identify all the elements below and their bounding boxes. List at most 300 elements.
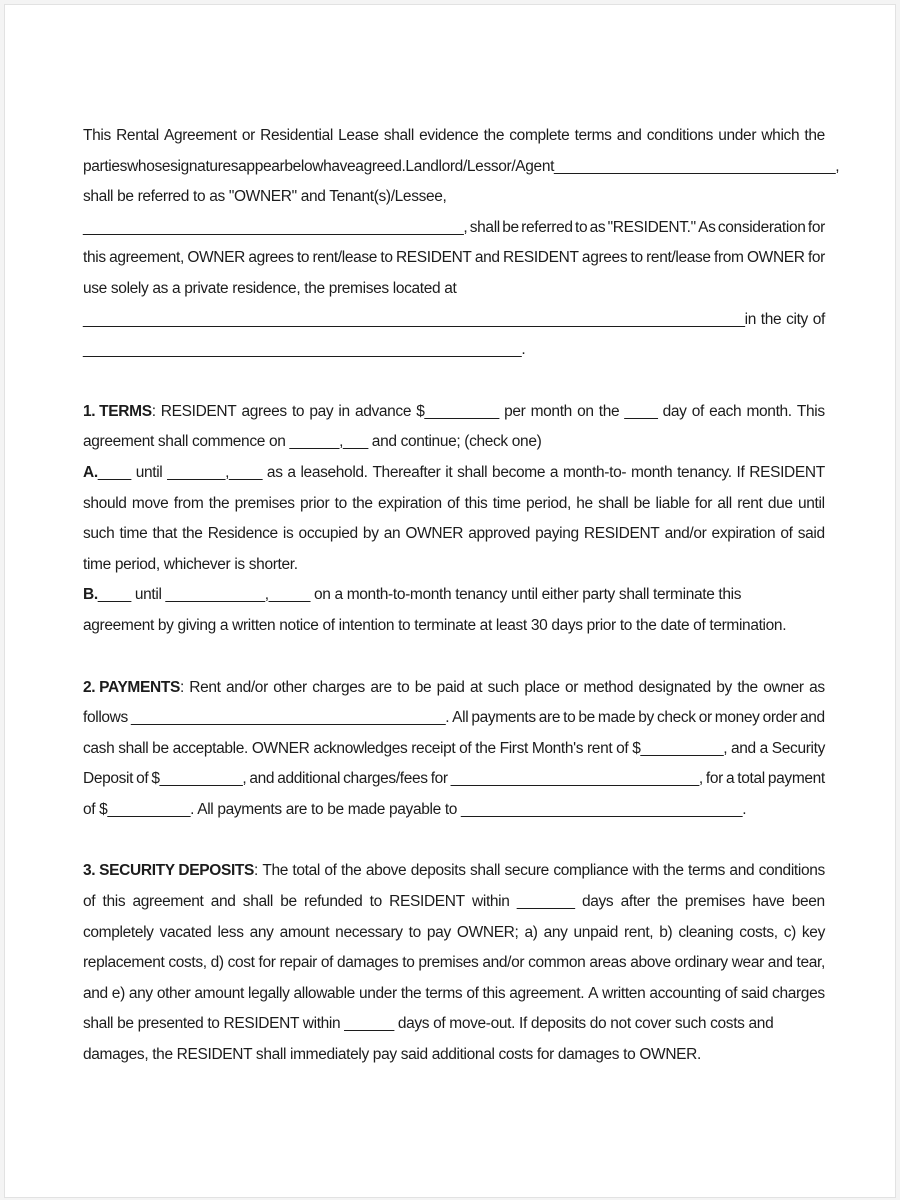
word: until (798, 494, 825, 512)
word: all (717, 494, 732, 512)
word: for (258, 954, 276, 972)
word: agreement. (509, 984, 585, 1002)
word: damages (337, 954, 399, 972)
word: that (152, 525, 177, 543)
text-line (83, 121, 825, 152)
text-line (83, 611, 825, 642)
word: for (705, 770, 723, 788)
word: this (464, 494, 488, 512)
section-heading: B. (83, 586, 98, 604)
line-text: _____________________________________________________. (83, 341, 526, 359)
word: as (589, 218, 606, 236)
word: order (762, 709, 798, 727)
word: rent (737, 494, 763, 512)
word: RESIDENT (503, 249, 579, 267)
word: acknowledges (313, 739, 408, 757)
text-line (83, 887, 825, 918)
word: Lease (338, 127, 379, 144)
word: for (807, 249, 825, 267)
text-line (83, 856, 825, 887)
word: money (714, 709, 760, 727)
word: he (576, 494, 593, 512)
section-heading: 1. TERMS (83, 402, 152, 420)
line-text: ____ until ____________,_____ on a month-to-month tenancy until either party shall terminate this (97, 586, 742, 604)
word: be (633, 494, 651, 512)
word: and (767, 954, 793, 972)
word: The (262, 862, 289, 880)
word: the (475, 739, 496, 757)
word: rent/lease (646, 249, 711, 267)
word: total (292, 862, 320, 880)
word: check (656, 709, 696, 727)
word: ______________________________________. (130, 709, 450, 727)
word: the (804, 127, 825, 144)
word: to (402, 954, 415, 972)
word: costs, (168, 954, 207, 972)
word: Landlord/Lessor/Agent__________________________________, (405, 157, 840, 175)
word: tenancy. (677, 463, 732, 481)
word: _______,____ (167, 463, 263, 481)
word: of (324, 862, 337, 880)
line-text: use solely as a private residence, the premises located at (83, 279, 457, 297)
word: Residential (260, 127, 333, 144)
word: pay (309, 402, 334, 420)
word: by (362, 525, 379, 543)
word: appear (238, 157, 285, 175)
text-line (83, 1040, 825, 1071)
text-line (83, 1009, 825, 1040)
word: If (736, 463, 745, 481)
line-text: time period, whichever is shorter. (83, 555, 298, 573)
word: a (725, 770, 735, 788)
word: and (83, 984, 108, 1002)
section-heading: 3. SECURITY DEPOSITS (83, 862, 255, 880)
word: the (352, 494, 373, 512)
word: agrees (241, 402, 287, 420)
word: less (217, 923, 244, 941)
section-intro (83, 121, 840, 366)
word: an (383, 525, 401, 543)
word: of (320, 954, 334, 972)
word: or (241, 127, 255, 144)
word: be (280, 893, 297, 911)
word: this (482, 984, 506, 1002)
word: premises (684, 893, 745, 911)
word: for (694, 494, 713, 512)
word: are (538, 709, 561, 727)
word: the (400, 984, 422, 1002)
word: become (492, 463, 546, 481)
word: by (716, 678, 732, 696)
word: paid (436, 678, 465, 696)
word: of (780, 525, 793, 543)
word: to (408, 923, 421, 941)
word: This (83, 127, 111, 144)
word: and/or (664, 525, 707, 543)
word: the (663, 862, 684, 880)
word: Rental (116, 127, 159, 144)
word: the (483, 127, 505, 144)
word: expiration (711, 525, 776, 543)
text-line (83, 335, 825, 366)
word: RESIDENT (395, 249, 472, 267)
word: RESIDENT (583, 525, 660, 543)
word: RESIDENT (749, 463, 825, 481)
text-line (83, 550, 825, 581)
word: written (602, 984, 646, 1002)
word: on (577, 402, 594, 420)
text-line (83, 182, 825, 213)
word: Agreement (163, 127, 237, 144)
word: the (737, 678, 758, 696)
text-line (83, 734, 825, 765)
word: agreement, (109, 249, 184, 267)
line-text: shall be presented to RESIDENT within ______ days of move-out. If deposits do not cover such costs and (83, 1015, 774, 1033)
word: per (504, 402, 526, 420)
word: each (709, 402, 742, 420)
word: and (249, 770, 275, 788)
word: $__________, (632, 739, 728, 757)
word: the (340, 862, 362, 880)
word: due (767, 494, 793, 512)
word: agrees (248, 249, 294, 267)
word: liable (655, 494, 690, 512)
word: expiration (378, 494, 442, 512)
line-text: of $__________. All payments are to be made payable to __________________________________. (83, 800, 747, 818)
word: month (530, 402, 572, 420)
word: As (698, 218, 716, 236)
word: city (786, 310, 808, 328)
word: the (657, 893, 678, 911)
word: other (273, 678, 307, 696)
word: month (630, 463, 673, 481)
word: 2. PAYMENTS: (83, 678, 184, 696)
line-text: shall be referred to as "OWNER" and Tenant(s)/Lessee, (83, 188, 447, 206)
section-terms (83, 397, 825, 642)
word: made (597, 709, 636, 727)
word: above (365, 862, 407, 880)
word: cleaning (678, 923, 734, 941)
word: of (812, 310, 825, 328)
word: time (119, 525, 148, 543)
word: A.____ (83, 463, 131, 481)
word: vacated (159, 923, 212, 941)
word: acceptable. (172, 739, 248, 757)
word: additional (277, 770, 341, 788)
word: Thereafter (372, 463, 441, 481)
word: and (729, 862, 755, 880)
word: above (630, 954, 671, 972)
line-text: agreement by giving a written notice of intention to terminate at least 30 days prior to the date of termination. (83, 616, 787, 634)
text-line (83, 489, 825, 520)
word: of (459, 739, 472, 757)
section-spacer (83, 642, 825, 673)
word: parties (83, 157, 128, 175)
word: said (797, 525, 825, 543)
word: costs, (739, 923, 778, 941)
word: the (182, 525, 203, 543)
word: cost (227, 954, 255, 972)
word: to (334, 494, 347, 512)
word: OWNER (251, 739, 310, 757)
word: to (291, 402, 305, 420)
word: ______________________________________________, (83, 218, 468, 236)
word: OWNER (405, 525, 464, 543)
word: have (752, 893, 785, 911)
text-line (83, 673, 825, 704)
word: been (791, 893, 825, 911)
word: wear (731, 954, 764, 972)
word: to (369, 893, 382, 911)
word: complete (509, 127, 570, 144)
word: RESIDENT (160, 402, 237, 420)
word: rent/lease (312, 249, 378, 267)
word: c) (783, 923, 796, 941)
word: and (800, 709, 825, 727)
word: be (502, 218, 519, 236)
word: charges (772, 984, 825, 1002)
word: of (724, 984, 738, 1002)
word: agreed. (355, 157, 406, 175)
word: payments (471, 709, 536, 727)
word: are (370, 678, 392, 696)
word: the (760, 310, 782, 328)
word: OWNER; (456, 923, 519, 941)
word: a (287, 463, 296, 481)
text-line (83, 152, 840, 183)
text-line (83, 274, 825, 305)
text-line (83, 305, 825, 336)
word: a (549, 463, 559, 481)
word: and/or (226, 678, 268, 696)
word: other (156, 984, 191, 1002)
word: prior (300, 494, 330, 512)
word: the (208, 494, 230, 512)
word: OWNER (187, 249, 245, 267)
word: of (691, 402, 704, 420)
word: of (616, 739, 629, 757)
word: said (741, 984, 769, 1002)
word: place (524, 678, 560, 696)
word: allowable (293, 984, 355, 1002)
line-text: damages, the RESIDENT shall immediately pay said additional costs for damages to OWNER. (83, 1046, 701, 1064)
word: or (698, 709, 712, 727)
word: premises (234, 494, 295, 512)
word: paying (535, 525, 579, 543)
word: advance (354, 402, 412, 420)
text-line (83, 764, 825, 795)
word: the (598, 402, 620, 420)
word: to (630, 249, 643, 267)
word: deposits (410, 862, 466, 880)
word: to (380, 249, 393, 267)
word: conditions (646, 127, 714, 144)
word: common (528, 954, 586, 972)
word: shall (383, 127, 414, 144)
word: approved (468, 525, 531, 543)
word: as (809, 678, 825, 696)
word: by (638, 709, 654, 727)
word: rent (587, 739, 613, 757)
word: necessary (335, 923, 403, 941)
word: any (543, 923, 568, 941)
word: of (136, 770, 149, 788)
document-page (4, 4, 896, 1198)
word: b) (659, 923, 673, 941)
word: signatures (170, 157, 239, 175)
word: premises (418, 954, 479, 972)
word: or (565, 678, 579, 696)
text-line (83, 458, 825, 489)
word: whose (127, 157, 171, 175)
text-line (83, 795, 825, 826)
word: owner (763, 678, 804, 696)
word: of (447, 494, 460, 512)
word: under (358, 984, 397, 1002)
word: be (414, 678, 432, 696)
word: is (282, 525, 294, 543)
word: to (563, 709, 576, 727)
word: Residence (207, 525, 278, 543)
word: a (759, 739, 768, 757)
word: terms (574, 127, 612, 144)
word: to (296, 249, 310, 267)
text-line (83, 519, 825, 550)
word: consideration (717, 218, 806, 236)
word: amount (194, 984, 244, 1002)
word: day (662, 402, 687, 420)
word: Deposit (83, 770, 134, 788)
section-spacer (83, 366, 825, 397)
word: shall (598, 494, 629, 512)
text-line (83, 703, 825, 734)
word: at (469, 678, 483, 696)
text-line (83, 948, 825, 979)
word: to (575, 218, 588, 236)
word: any (249, 923, 274, 941)
word: shall (242, 893, 273, 911)
word: cash (83, 739, 115, 757)
word: d) (210, 954, 224, 972)
word: ________________________________________________________________________________in (83, 310, 756, 328)
word: referred (521, 218, 573, 236)
word: move (131, 494, 169, 512)
word: have (323, 157, 356, 175)
word: ordinary (674, 954, 728, 972)
section-security (83, 856, 825, 1070)
text-line (83, 213, 825, 244)
word: and (731, 739, 756, 757)
word: below (284, 157, 324, 175)
word: month-to- (562, 463, 627, 481)
word: after (620, 893, 650, 911)
word: with (632, 862, 659, 880)
word: areas (589, 954, 627, 972)
lease-agreement-text (83, 121, 840, 1071)
word: agrees (581, 249, 628, 267)
word: RESIDENT (389, 893, 465, 911)
word: OWNER (746, 249, 805, 267)
word: replacement (83, 954, 165, 972)
word: which (761, 127, 800, 144)
word: such (487, 678, 519, 696)
word: of (83, 893, 96, 911)
word: such (83, 525, 115, 543)
word: a) (524, 923, 538, 941)
word: follows (83, 709, 128, 727)
word: shall (457, 463, 488, 481)
word: be (152, 739, 169, 757)
word: rent, (623, 923, 654, 941)
word: _______ (516, 893, 575, 911)
word: amount (279, 923, 330, 941)
text-line (83, 427, 825, 458)
word: agreement (132, 893, 204, 911)
word: method (583, 678, 634, 696)
word: receipt (411, 739, 456, 757)
word: A (588, 984, 599, 1002)
word: compliance (553, 862, 629, 880)
word: from (173, 494, 204, 512)
word: tear, (796, 954, 825, 972)
word: be (578, 709, 595, 727)
word: ______________________________, (450, 770, 703, 788)
section-spacer (83, 825, 825, 856)
word: for (807, 218, 825, 236)
section-payments (83, 673, 825, 826)
word: conditions (758, 862, 825, 880)
word: key (801, 923, 825, 941)
text-line (83, 918, 825, 949)
word: to (397, 678, 410, 696)
word: Security (771, 739, 825, 757)
word: completely (83, 923, 154, 941)
word: from (714, 249, 744, 267)
word: $_________ (416, 402, 499, 420)
word: for (430, 770, 448, 788)
word: and (210, 893, 236, 911)
word: time (492, 494, 521, 512)
word: shall (118, 739, 149, 757)
word: should (83, 494, 127, 512)
word: payment (767, 770, 825, 788)
word: under (718, 127, 757, 144)
word: secure (504, 862, 549, 880)
text-line (83, 397, 825, 428)
word: terms (425, 984, 463, 1002)
line-text: agreement shall commence on ______,___ and continue; (check one) (83, 433, 542, 451)
word: and (474, 249, 500, 267)
section-heading: A. (83, 463, 98, 481)
text-line (83, 580, 825, 611)
section-heading: 2. PAYMENTS (83, 678, 180, 696)
word: any (128, 984, 153, 1002)
word: shall (469, 218, 500, 236)
word: month. (746, 402, 792, 420)
word: and/or (482, 954, 525, 972)
word: pay (426, 923, 451, 941)
word: charges/fees (343, 770, 428, 788)
word: refunded (304, 893, 363, 911)
word: shall (470, 862, 501, 880)
word: terms (688, 862, 726, 880)
word: days (581, 893, 614, 911)
text-line (83, 243, 825, 274)
word: Month's (531, 739, 584, 757)
word: this (83, 249, 106, 267)
word: legally (247, 984, 290, 1002)
word: within (472, 893, 510, 911)
